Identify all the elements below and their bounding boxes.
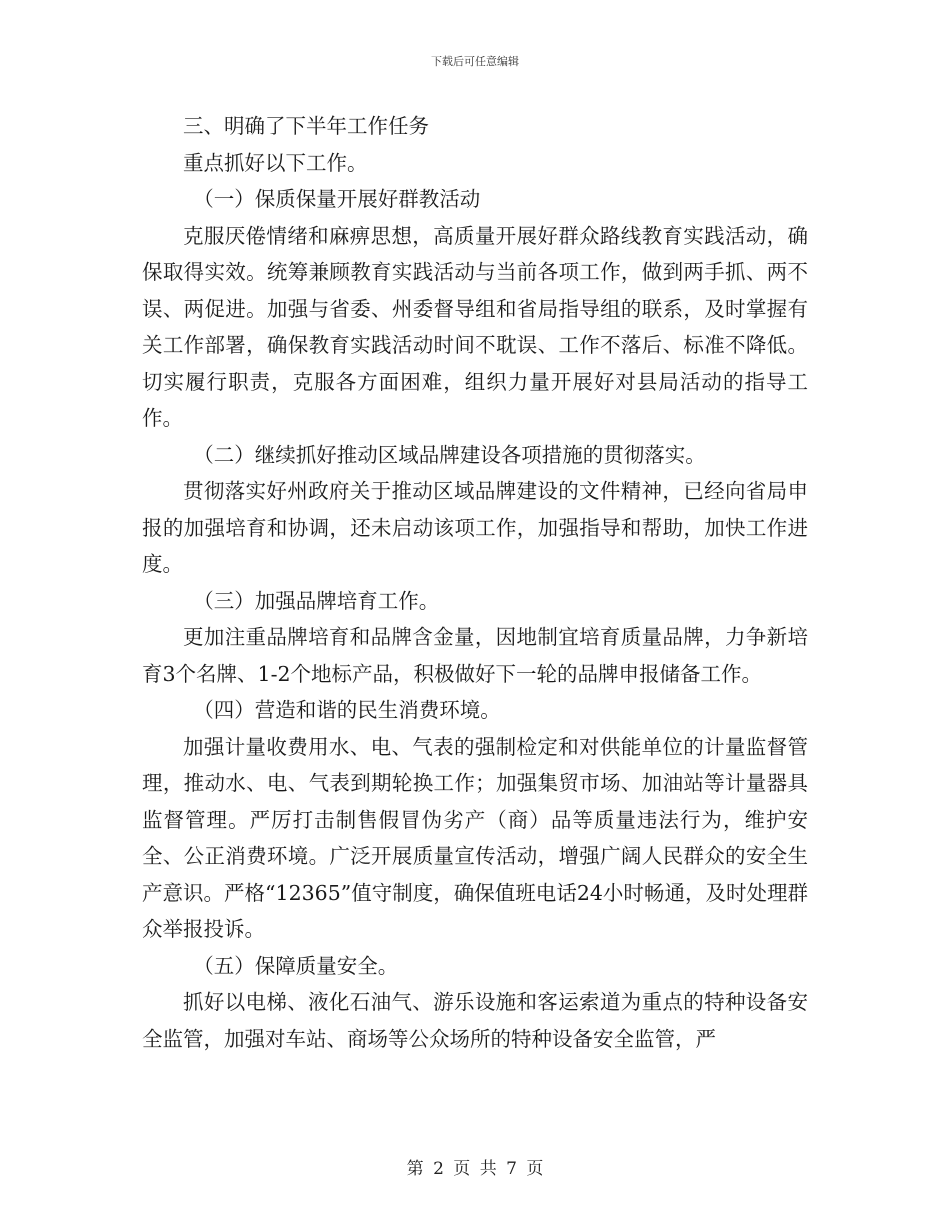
- page-header-note: 下载后可任意编辑: [431, 55, 519, 68]
- subsection-heading-3: （三）加强品牌培育工作。: [193, 588, 440, 613]
- body-paragraph-3: 更加注重品牌培育和品牌含金量，因地制宜培育质量品牌，力争新培育3个名牌、1-2个地标产品，积极做好下一轮的品牌申报储备工作。: [142, 625, 808, 686]
- page-number-footer: 第 2 页 共 7 页: [406, 1159, 544, 1179]
- subsection-heading-5: （五）保障质量安全。: [193, 953, 399, 978]
- intro-paragraph: 重点抓好以下工作。: [183, 150, 368, 175]
- body-paragraph-2: 贯彻落实好州政府关于推动区域品牌建设的文件精神，已经向省局申报的加强培育和协调，还未启动该项工作，加强指导和帮助，加快工作进度。: [142, 479, 808, 576]
- document-body: [142, 108, 808, 1057]
- body-paragraph-1: 克服厌倦情绪和麻痹思想，高质量开展好群众路线教育实践活动，确保取得实效。统筹兼顾教育实践活动与当前各项工作，做到两手抓、两不误、两促进。加强与省委、州委督导组和省局指导组的联系，及时掌握有关工作部署，确保教育实践活动时间不耽误、工作不落后、标准不降低。切实履行职责，克服各方面困难，组织力量开展好对县局活动的指导工作。: [142, 223, 808, 430]
- subsection-heading-4: （四）营造和谐的民生消费环境。: [193, 698, 501, 722]
- subsection-heading-2: （二）继续抓好推动区域品牌建设各项措施的贯彻落实。: [193, 442, 706, 467]
- subsection-heading-1: （一）保质保量开展好群教活动: [193, 187, 481, 211]
- section-heading: 三、明确了下半年工作任务: [183, 114, 429, 138]
- body-paragraph-5: 抓好以电梯、液化石油气、游乐设施和客运索道为重点的特种设备安全监管，加强对车站、商场等公众场所的特种设备安全监管，严: [142, 990, 808, 1051]
- body-paragraph-4: 加强计量收费用水、电、气表的强制检定和对供能单位的计量监督管理，推动水、电、气表到期轮换工作；加强集贸市场、加油站等计量器具监督管理。严厉打击制售假冒伪劣产（商）品等质量违法行为，维护安全、公正消费环境。广泛开展质量宣传活动，增强广阔人民群众的安全生产意识。严格“12365”值守制度，确保值班电话24小时畅通，及时处理群众举报投诉。: [142, 734, 808, 941]
